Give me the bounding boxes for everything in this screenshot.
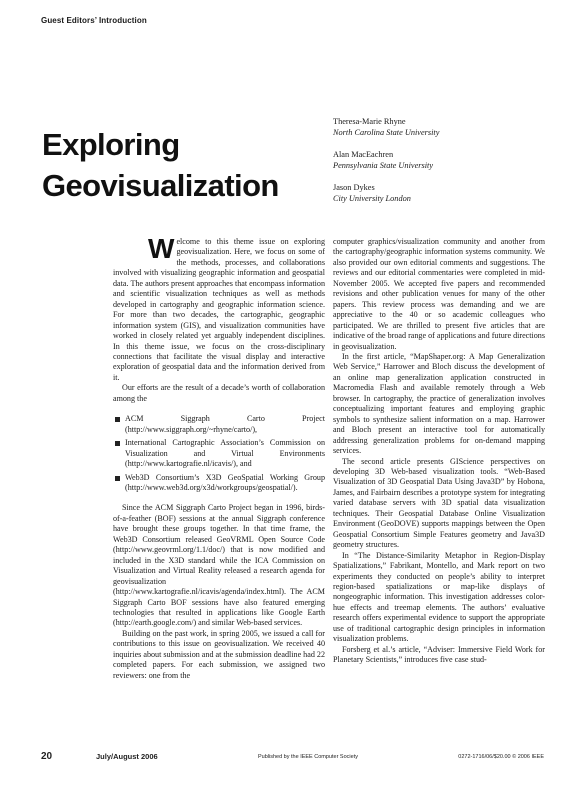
- paragraph: Our efforts are the result of a decade’s worth of collaboration among the: [113, 383, 325, 403]
- bullet-square-icon: [115, 417, 120, 422]
- reference-list: [113, 414, 325, 493]
- list-item: [113, 414, 325, 435]
- body-column-left: [113, 233, 325, 681]
- author-entry: [333, 116, 553, 138]
- paragraph: In the first article, “MapShaper.org: A Map Generalization Web Service,” Harrower and Bloch discuss the development of an online map generalization application constructed in Macromedia Flash and available remotely through a Web browser. In cartography, the practice of generalization involves conceptualizing important features and employing graphic symbols to synthesize salient information on a map. Harrower and Bloch present an interactive tool for automatically addressing generalization problems for on-demand mapping services.: [333, 351, 545, 456]
- issue-date: July/August 2006: [96, 752, 158, 761]
- bullet-square-icon: [115, 476, 120, 481]
- author-affiliation: City University London: [333, 194, 411, 203]
- list-item-text: International Cartographic Association’s Commission on Visualization and Virtual Environments (http://www.kartografie.nl/icavis/), and: [125, 438, 325, 469]
- author-entry: [333, 182, 553, 204]
- page-footer: [41, 751, 544, 765]
- title-line-2: Geovisualization: [42, 168, 279, 203]
- intro-text: elcome to this theme issue on exploring geovisualization. Here, we focus on some of the methods, processes, and collaborations involved with visualizing geographic information and geospatial data. The authors present approaches that encompass information and scientific visualization techniques as well as methods developed in cartography and geographic information science. For more than two decades, the cartographic, geographic information system (GIS), and visualization communities have worked in closely related yet arguably independent disciplines. In this theme issue, we focus on the cross-disciplinary connections that facilitate the visual display and interactive exploration of geospatial data and the information derived from it.: [113, 237, 325, 382]
- paragraph: computer graphics/visualization community and another from the cartography/geographic information systems community. We also provided our own editorial comments and suggestions. The reviews and our editorial commentaries were completed in mid-November 2005. We accepted five papers and recommended revisions and other publication venues for many of the other papers. This review process was demanding and we are appreciative to the 40 or so academic colleagues who participated. We are thrilled to present five articles that are indicative of the broad range of applications and future directions in geovisualization.: [333, 237, 545, 351]
- body-column-right: [333, 237, 545, 666]
- paragraph: In “The Distance-Similarity Metaphor in Region-Display Spatializations,” Fabrikant, Montello, and Mark report on two experiments they conducted on people’s ability to interpret region-based spatializations or map-like displays of nongeographic information. This investigation addresses color-hue effects and treemap elements. The authors’ evaluative research offers experimental evidence to support the appropriate use of traditional cartographic design principles in information visualization problems.: [333, 550, 545, 644]
- issn-copyright: 0272-1716/06/$20.00 © 2006 IEEE: [458, 754, 544, 760]
- paragraph: Since the ACM Siggraph Carto Project began in 1996, birds-of-a-feather (BOF) sessions at the annual Siggraph conference have brought these groups together. In that time frame, the Web3D Consortium released GeoVRML Open Source Code (http://www.geovrml.org/1.1/doc/) that is now modified and included in the X3D standard while the ICA Commission on Visualization and Virtual Reality released a research agenda for geovisualization (http://www.kartografie.nl/icavis/agenda/index.html). The ACM Siggraph Carto BOF sessions have also featured emerging technologies that resulted in applications like Google Earth (http://earth.google.com/) and similar Web-based services.: [113, 503, 325, 628]
- article-title: [42, 124, 279, 206]
- author-name: Jason Dykes: [333, 183, 375, 192]
- author-entry: [333, 149, 553, 171]
- section-header: Guest Editors’ Introduction: [41, 16, 147, 25]
- author-affiliation: Pennsylvania State University: [333, 161, 433, 170]
- list-item: [113, 473, 325, 494]
- paragraph: Building on the past work, in spring 2005, we issued a call for contributions to this issue on geovisualization. We received 40 inquiries about submission and at the submission deadline had 22 completed papers. For each submission, we assigned two reviewers: one from the: [113, 628, 325, 680]
- drop-cap: W: [148, 233, 175, 264]
- paragraph: The second article presents GIScience perspectives on developing 3D Web-based visualization tools. “Web-Based Visualization of 3D Geospatial Data Using Java3D” by Hobona, James, and Fairbairn describes a prototype system for integrating varied database servers with 3D spatial data visualization techniques. Their Geospatial Database Online Visualization Environment (GeoDOVE) supports mappings between the Open Geospatial Consortium Simple Features geometry and Java3D geometry structures.: [333, 456, 545, 550]
- title-line-1: Exploring: [42, 127, 180, 162]
- page-number: 20: [41, 751, 53, 762]
- list-item-text: Web3D Consortium’s X3D GeoSpatial Working Group (http://www.web3d.org/x3d/workgroups/geospatial/).: [125, 472, 325, 492]
- paragraph: Forsberg et al.’s article, “Adviser: Immersive Field Work for Planetary Scientists,” introduces five case stud-: [333, 644, 545, 665]
- publisher-line: Published by the IEEE Computer Society: [258, 754, 358, 760]
- author-name: Theresa-Marie Rhyne: [333, 117, 406, 126]
- bullet-square-icon: [115, 441, 120, 446]
- author-list: [333, 116, 553, 215]
- intro-paragraph: [113, 233, 325, 383]
- list-item: [113, 438, 325, 469]
- list-item-text: ACM Siggraph Carto Project (http://www.siggraph.org/~rhyne/carto/),: [125, 414, 325, 434]
- author-affiliation: North Carolina State University: [333, 128, 440, 137]
- author-name: Alan MacEachren: [333, 150, 394, 159]
